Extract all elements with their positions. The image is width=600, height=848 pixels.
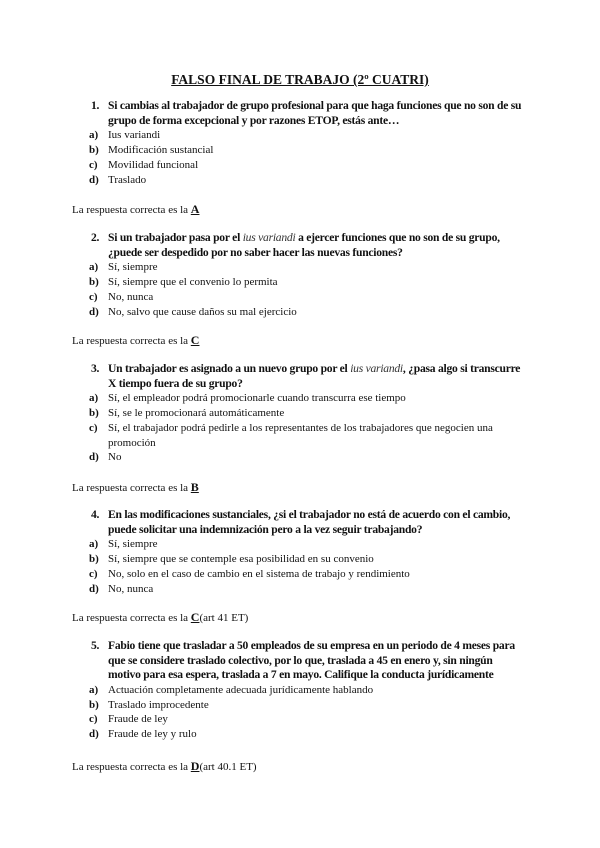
- option-item: [0, 290, 600, 305]
- option-text: Sí, el trabajador podrá pedirle a los representantes de los trabajadores que negocien una: [108, 421, 493, 434]
- question-text: [108, 508, 510, 523]
- correct-answer: [72, 202, 199, 217]
- option-letter: a): [89, 392, 99, 405]
- option-letter: d): [89, 451, 99, 464]
- text-segment: ¿puede ser despedido por no saber hacer las nuevas funciones?: [108, 245, 403, 259]
- option-item: [0, 450, 600, 465]
- question-text: [108, 231, 500, 246]
- question-line: [0, 508, 600, 523]
- text-segment: X tiempo fuera de su grupo?: [108, 376, 243, 390]
- option-letter: b): [89, 406, 99, 419]
- question-number: 5.: [91, 639, 100, 652]
- question-text: [108, 377, 243, 392]
- text-segment: que se considere traslado colectivo, por lo que, traslada a 45 en enero y, sin ningún: [108, 653, 493, 667]
- question-text: [108, 639, 515, 654]
- question-line: [0, 99, 600, 114]
- question-line: [0, 523, 600, 538]
- answer-letter: C: [190, 610, 200, 624]
- option-text: No, nunca: [108, 582, 154, 595]
- answer-letter: A: [190, 202, 200, 216]
- question-text: [108, 114, 399, 129]
- question-number: 3.: [91, 362, 100, 375]
- option-item: [0, 158, 600, 173]
- question-block: [0, 362, 600, 465]
- question-line: [0, 362, 600, 377]
- question-text: [108, 654, 493, 669]
- question-text: [108, 523, 422, 538]
- answer-prefix: La respuesta correcta es la: [72, 612, 191, 624]
- question-block: [0, 99, 600, 187]
- answer-prefix: La respuesta correcta es la: [72, 761, 191, 773]
- option-letter: c): [89, 567, 98, 580]
- text-segment: , ¿pasa algo si transcurre: [402, 362, 521, 375]
- option-item: [0, 421, 600, 436]
- correct-answer: [72, 480, 199, 495]
- question-line: [0, 654, 600, 669]
- option-text: Traslado improcedente: [108, 698, 209, 711]
- option-text: Sí, siempre que el convenio lo permita: [108, 275, 278, 288]
- option-item: [0, 128, 600, 143]
- text-segment: motivo para esa espera, traslada a 7 en mayo. Califique la conducta jurídicamente: [108, 668, 494, 682]
- option-text: Modificación sustancial: [108, 143, 214, 156]
- option-item: [0, 712, 600, 727]
- answer-letter: D: [190, 759, 200, 773]
- answer-prefix: La respuesta correcta es la: [72, 482, 191, 494]
- answer-letter: B: [190, 480, 199, 494]
- option-item: [0, 406, 600, 421]
- question-line: [0, 246, 600, 261]
- option-text: Fraude de ley y rulo: [108, 728, 197, 741]
- option-item: [0, 683, 600, 698]
- option-text: Fraude de ley: [108, 713, 168, 726]
- option-text: Sí, siempre que se contemple esa posibilidad en su convenio: [108, 552, 374, 565]
- option-letter: c): [89, 290, 98, 303]
- text-segment: En las modificaciones sustanciales, ¿si el trabajador no está de acuerdo con el cambio,: [108, 508, 511, 521]
- answer-prefix: La respuesta correcta es la: [72, 335, 191, 347]
- answer-note: (art 40.1 ET): [199, 761, 257, 773]
- question-block: [0, 508, 600, 596]
- option-item: [0, 537, 600, 552]
- option-item: [0, 391, 600, 406]
- text-segment: Un trabajador es asignado a un nuevo grupo por el: [108, 362, 351, 375]
- option-item: [0, 567, 600, 582]
- option-letter: b): [89, 143, 99, 156]
- option-text: No: [108, 451, 122, 464]
- answer-note: (art 41 ET): [199, 612, 249, 624]
- option-letter: a): [89, 538, 99, 551]
- option-item: [0, 173, 600, 188]
- option-item: [0, 305, 600, 320]
- question-line: [0, 639, 600, 654]
- question-text: [108, 668, 494, 683]
- option-text: promoción: [108, 436, 156, 449]
- option-letter: c): [89, 421, 98, 434]
- question-number: 2.: [91, 231, 100, 244]
- option-letter: a): [89, 129, 99, 142]
- option-text: Ius variandi: [108, 129, 161, 142]
- question-line: [0, 114, 600, 129]
- option-item: [0, 727, 600, 742]
- option-letter: b): [89, 698, 99, 711]
- option-letter: d): [89, 582, 99, 595]
- option-letter: a): [89, 683, 99, 696]
- question-number: 4.: [91, 508, 100, 521]
- text-segment: Si un trabajador pasa por el: [108, 231, 243, 244]
- question-line: [0, 231, 600, 246]
- option-text: Sí, el empleador podrá promocionarle cuando transcurra ese tiempo: [108, 392, 406, 405]
- option-letter: a): [89, 261, 99, 274]
- option-text: Actuación completamente adecuada jurídicamente hablando: [108, 683, 374, 696]
- option-text: Traslado: [108, 173, 147, 186]
- correct-answer: [72, 759, 257, 774]
- question-number: 1.: [91, 99, 100, 112]
- option-text: No, salvo que cause daños su mal ejercicio: [108, 305, 297, 318]
- italic-term: ius variandi: [242, 231, 296, 244]
- option-text: Sí, siempre: [108, 261, 158, 274]
- option-letter: d): [89, 173, 99, 186]
- option-item: [0, 275, 600, 290]
- option-text: No, solo en el caso de cambio en el sistema de trabajo y rendimiento: [108, 567, 410, 580]
- option-letter: d): [89, 305, 99, 318]
- answer-letter: C: [190, 333, 200, 347]
- answer-prefix: La respuesta correcta es la: [72, 204, 191, 216]
- option-item: [0, 143, 600, 158]
- document-title: FALSO FINAL DE TRABAJO (2º CUATRI): [171, 72, 429, 87]
- question-text: [108, 362, 520, 377]
- option-item: [0, 698, 600, 713]
- option-letter: d): [89, 728, 99, 741]
- option-text: Sí, se le promocionará automáticamente: [108, 406, 285, 419]
- correct-answer: [72, 333, 199, 348]
- italic-term: ius variandi: [350, 362, 403, 375]
- option-letter: c): [89, 158, 98, 171]
- text-segment: Si cambias al trabajador de grupo profesional para que haga funciones que no son de su: [108, 99, 522, 112]
- correct-answer: [72, 610, 248, 625]
- question-text: [108, 246, 403, 261]
- question-block: [0, 639, 600, 742]
- option-item: [0, 260, 600, 275]
- option-text: Movilidad funcional: [108, 158, 199, 171]
- text-segment: puede solicitar una indemnización pero a la vez seguir trabajando?: [108, 522, 423, 536]
- option-text: Sí, siempre: [108, 538, 158, 551]
- question-text: [108, 99, 521, 114]
- option-item: [0, 436, 600, 451]
- option-text: No, nunca: [108, 290, 154, 303]
- option-letter: c): [89, 713, 98, 726]
- question-line: [0, 377, 600, 392]
- option-letter: b): [89, 275, 99, 288]
- text-segment: grupo de forma excepcional y por razones ETOP, estás ante…: [108, 113, 400, 127]
- question-line: [0, 668, 600, 683]
- option-item: [0, 582, 600, 597]
- text-segment: Fabio tiene que trasladar a 50 empleados de su empresa en un periodo de 4 meses para: [108, 639, 515, 652]
- question-block: [0, 231, 600, 319]
- option-item: [0, 552, 600, 567]
- text-segment: a ejercer funciones que no son de su grupo,: [295, 231, 500, 244]
- option-letter: b): [89, 552, 99, 565]
